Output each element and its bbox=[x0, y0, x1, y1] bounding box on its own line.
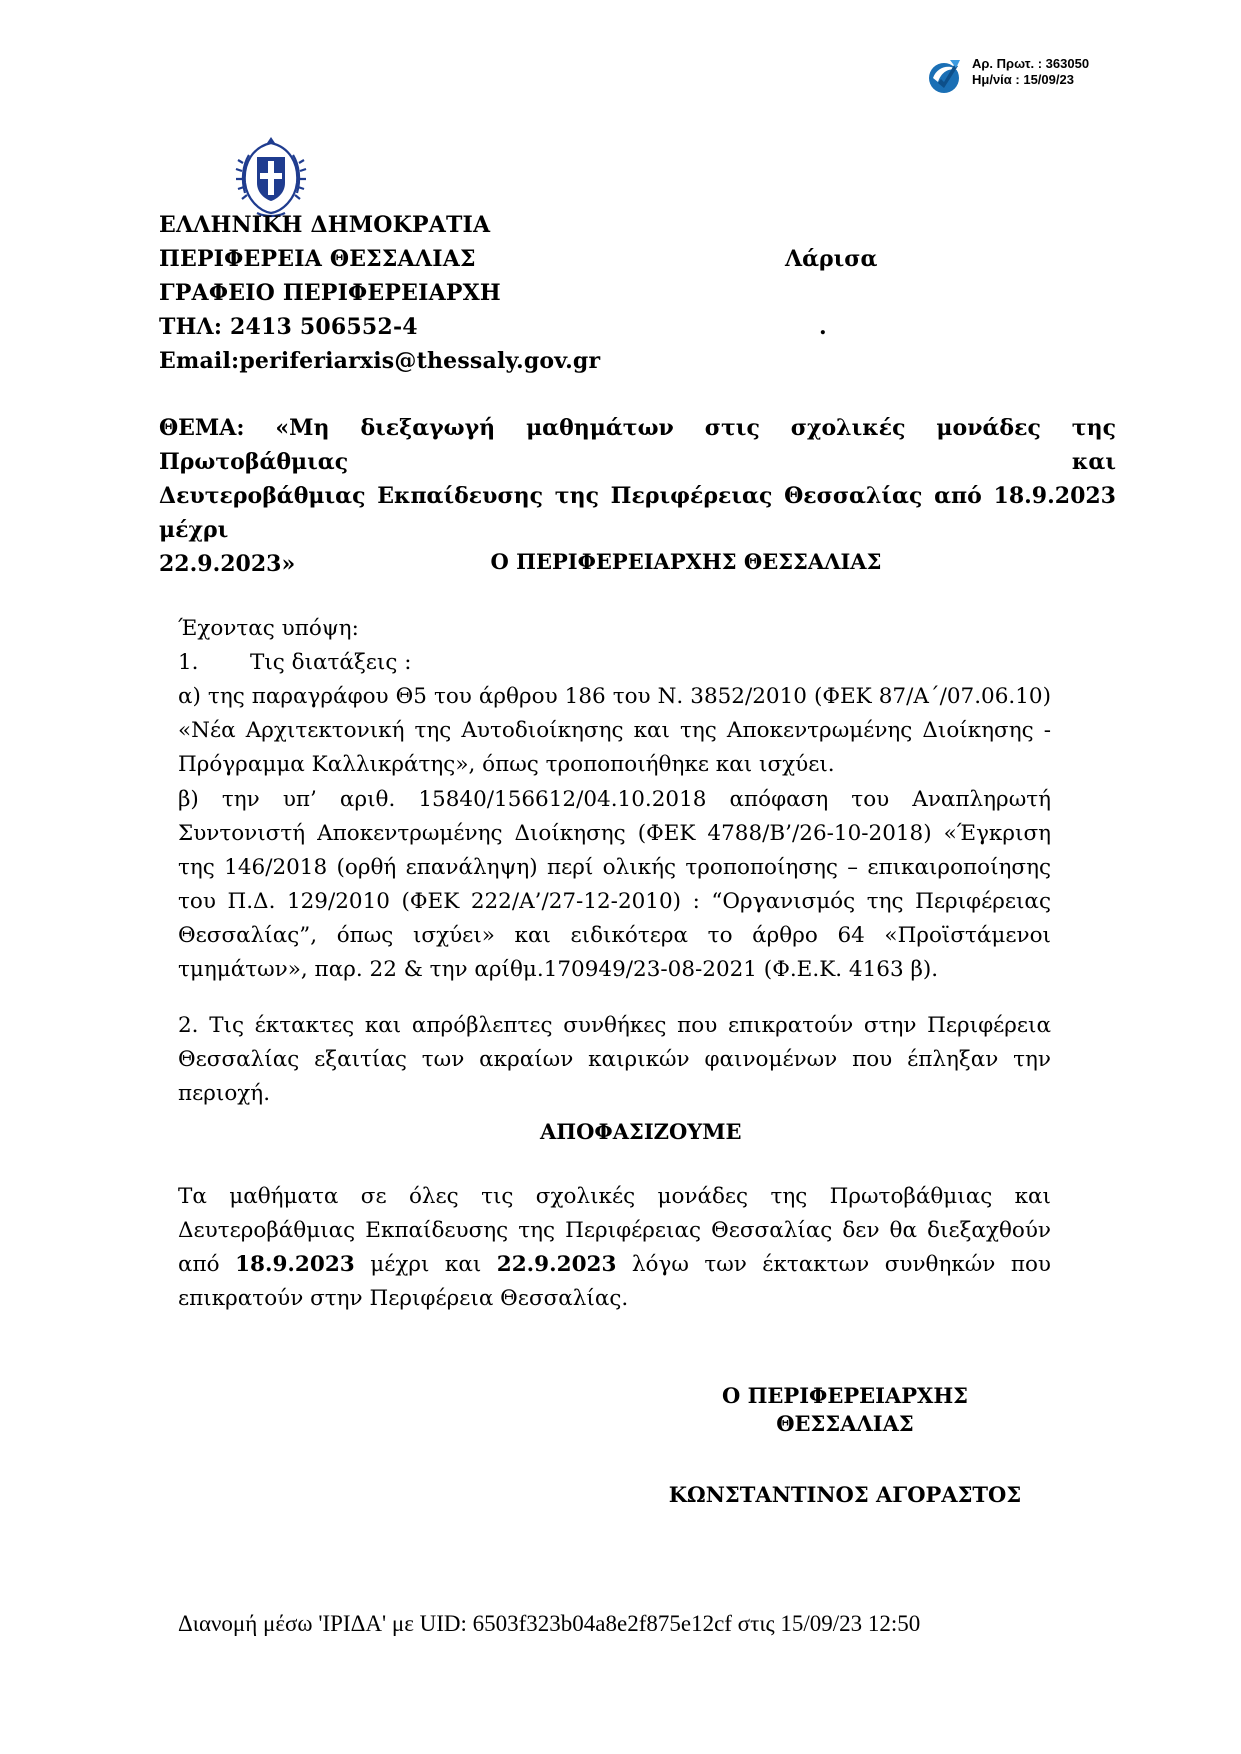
decree-heading: Ο ΠΕΡΙΦΕΡΕΙΑΡΧΗΣ ΘΕΣΣΑΛΙΑΣ bbox=[490, 549, 882, 574]
subject-line-2: Δευτεροβάθμιας Εκπαίδευσης της Περιφέρειας Θεσσαλίας από 18.9.2023 μέχρι bbox=[159, 483, 1116, 543]
header-city: Λάρισα bbox=[785, 246, 878, 272]
signature-name: ΚΩΝΣΤΑΝΤΙΝΟΣ ΑΓΟΡΑΣΤΟΣ bbox=[668, 1482, 1022, 1507]
item-1b: β) την υπ’ αριθ. 15840/156612/04.10.2018 απόφαση του Αναπληρωτή Συντονιστή Αποκεντρωμένης Διοίκησης (ΦΕΚ 4788/Β’/26-10-2018) «Έγκριση της 146/2018 (ορθή επανάληψη) περί ολικής τροποποίησης – επικαιροποίησης του Π.Δ. 129/2010 (ΦΕΚ 222/Α’/27-12-2010) : “Οργανισμός της Περιφέρειας Θεσσαλίας”, όπως ισχύει» και ειδικότερα το άρθρο 64 «Προϊστάμενοι τμημάτων», παρ. 22 & την αρίθμ.170949/23-08-2021 (Φ.Ε.Κ. 4163 β). bbox=[178, 787, 1051, 982]
subject-line-1: ΘΕΜΑ: «Μη διεξαγωγή μαθημάτων στις σχολικές μονάδες της Πρωτοβάθμιας και bbox=[159, 415, 1116, 475]
decision-date-to: 22.9.2023 bbox=[496, 1252, 617, 1277]
item-2: 2. Τις έκτακτες και απρόβλεπτες συνθήκες που επικρατούν στην Περιφέρεια Θεσσαλίας εξαιτίας των ακραίων καιρικών φαινομένων που έπληξαν την περιοχή. bbox=[178, 1013, 1051, 1106]
protocol-number: Αρ. Πρωτ. : 363050 bbox=[972, 56, 1090, 71]
greek-coat-of-arms-icon bbox=[227, 133, 315, 221]
decision-part-2: μέχρι και bbox=[354, 1252, 497, 1277]
decision-date-from: 18.9.2023 bbox=[235, 1252, 355, 1277]
decision-text bbox=[178, 1180, 1051, 1316]
header-office: ΓΡΑΦΕΙΟ ΠΕΡΙΦΕΡΕΙΑΡΧΗ bbox=[159, 280, 501, 306]
header-region: ΠΕΡΙΦΕΡΕΙΑ ΘΕΣΣΑΛΙΑΣ bbox=[159, 246, 476, 272]
iris-logo-icon bbox=[924, 56, 964, 96]
item-1-text: Τις διατάξεις : bbox=[250, 650, 412, 675]
item-1 bbox=[178, 646, 411, 680]
header-country: ΕΛΛΗΝΙΚΗ ΔΗΜΟΚΡΑΤΙΑ bbox=[159, 212, 491, 238]
subject-line-3: 22.9.2023» bbox=[159, 551, 296, 577]
header-email: Email:periferiarxis@thessaly.gov.gr bbox=[159, 348, 601, 374]
item-1-number: 1. bbox=[178, 650, 199, 675]
decision-heading: ΑΠΟΦΑΣΙΖΟΥΜΕ bbox=[540, 1119, 742, 1144]
distribution-footer: Διανομή μέσω 'ΙΡΙΔΑ' με UID: 6503f323b04a8e2f875e12cf στις 15/09/23 12:50 bbox=[178, 1611, 921, 1636]
decision-part-3: λόγω των έκτακτων συνθηκών που επικρατούν στην Περιφέρεια Θεσσαλίας. bbox=[178, 1252, 1051, 1311]
item-1a: α) της παραγράφου Θ5 του άρθρου 186 του Ν. 3852/2010 (ΦΕΚ 87/Α΄/07.06.10) «Νέα Αρχιτεκτονική της Αυτοδιοίκησης και της Αποκεντρωμένης Διοίκησης - Πρόγραμμα Καλλικράτης», όπως τροποποιήθηκε και ισχύει. bbox=[178, 684, 1051, 777]
header-phone: ΤΗΛ: 2413 506552-4 bbox=[159, 314, 418, 340]
protocol-date: Ημ/νία : 15/09/23 bbox=[972, 72, 1074, 87]
considering-label: Έχοντας υπόψη: bbox=[178, 616, 359, 641]
decision-part-1: Τα μαθήματα σε όλες τις σχολικές μονάδες της Πρωτοβάθμιας και Δευτεροβάθμιας Εκπαίδευσης της Περιφέρειας Θεσσαλίας δεν θα διεξαχθούν από bbox=[178, 1184, 1051, 1277]
signature-title: Ο ΠΕΡΙΦΕΡΕΙΑΡΧΗΣ ΘΕΣΣΑΛΙΑΣ bbox=[721, 1383, 969, 1436]
header-dot: . bbox=[819, 314, 827, 340]
